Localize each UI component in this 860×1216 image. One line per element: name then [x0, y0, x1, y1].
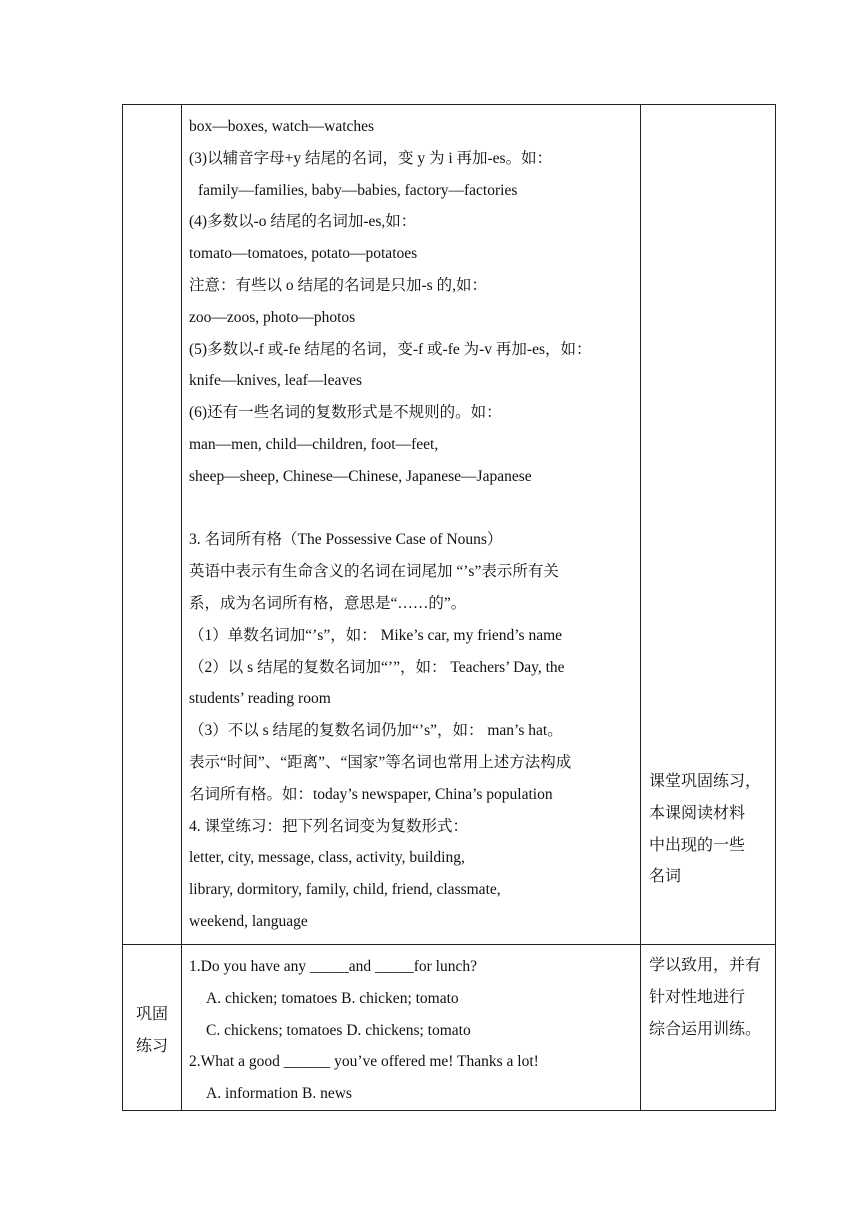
text-line: 名词所有格。如：today’s newspaper, China’s population: [189, 785, 553, 803]
answer-options: A. chicken; tomatoes B. chicken; tomato: [206, 989, 459, 1007]
text-line: sheep—sheep, Chinese—Chinese, Japanese—Japanese: [189, 467, 532, 485]
text-line: letter, city, message, class, activity, building,: [189, 849, 465, 867]
text-line: family—families, baby—babies, factory—factories: [198, 181, 518, 199]
table-row: [123, 105, 776, 945]
content-cell-practice: [182, 945, 641, 1111]
answer-options: A. information B. news: [206, 1085, 352, 1103]
note-line: 针对性地进行: [649, 988, 746, 1006]
text-line: students’ reading room: [189, 690, 331, 708]
label-cell-empty: [123, 105, 182, 945]
note-line: 综合运用训练。: [649, 1020, 762, 1038]
text-line: weekend, language: [189, 912, 308, 930]
text-line: (5)多数以-f 或-fe 结尾的名词，变-f 或-fe 为-v 再加-es，如：: [189, 340, 592, 358]
text-line: 注意：有些以 o 结尾的名词是只加-s 的,如：: [189, 276, 487, 294]
text-line: knife—knives, leaf—leaves: [189, 372, 363, 390]
note-line: 学以致用，并有: [649, 957, 762, 974]
text-line: （1）单数名词加“’s”，如： Mike’s car, my friend’s name: [189, 626, 563, 644]
text-line: （3）不以 s 结尾的复数名词仍加“’s”，如： man’s hat。: [189, 722, 563, 740]
side-notes: [641, 766, 775, 893]
text-line: 英语中表示有生命含义的名词在词尾加 “’s”表示所有关: [189, 563, 559, 581]
text-line: (3)以辅音字母+y 结尾的名词，变 y 为 i 再加-es。如：: [189, 149, 553, 167]
text-line: 表示“时间”、“距离”、“国家”等名词也常用上述方法构成: [189, 753, 572, 771]
text-line: man—men, child—children, foot—feet,: [189, 435, 439, 453]
content-cell-grammar: [182, 105, 641, 945]
blank-line: [189, 493, 640, 525]
text-line: box—boxes, watch—watches: [189, 118, 375, 135]
answer-options: C. chickens; tomatoes D. chickens; tomato: [206, 1021, 471, 1039]
notes-cell-grammar: [641, 105, 776, 945]
text-line: (4)多数以-o 结尾的名词加-es,如：: [189, 213, 417, 231]
text-line: library, dormitory, family, child, friend, classmate,: [189, 881, 501, 899]
table-row: [123, 945, 776, 1111]
notes-cell-practice: [641, 945, 776, 1111]
text-line: tomato—tomatoes, potato—potatoes: [189, 245, 418, 263]
text-line: （2）以 s 结尾的复数名词加“’”，如： Teachers’ Day, the: [189, 658, 565, 676]
section-heading: 3. 名词所有格（The Possessive Case of Nouns）: [189, 531, 503, 549]
row-label: 巩固: [135, 1006, 168, 1023]
row-label: 练习: [135, 1037, 168, 1055]
text-line: 系，成为名词所有格，意思是“……的”。: [189, 594, 467, 612]
text-line: (6)还有一些名词的复数形式是不规则的。如：: [189, 404, 502, 422]
question-text: 2.What a good ______ you’ve offered me! Thanks a lot!: [189, 1053, 539, 1071]
section-heading: 4. 课堂练习：把下列名词变为复数形式：: [189, 817, 469, 835]
note-line: 本课阅读材料: [649, 804, 746, 822]
text-line: zoo—zoos, photo—photos: [189, 308, 356, 326]
note-line: 中出现的一些: [649, 836, 746, 854]
note-line: 课堂巩固练习，: [649, 773, 762, 790]
label-cell-practice: [123, 945, 182, 1111]
question-text: 1.Do you have any _____and _____for lunch?: [189, 958, 477, 975]
lesson-table: [122, 104, 776, 1111]
note-line: 名词: [649, 868, 682, 886]
